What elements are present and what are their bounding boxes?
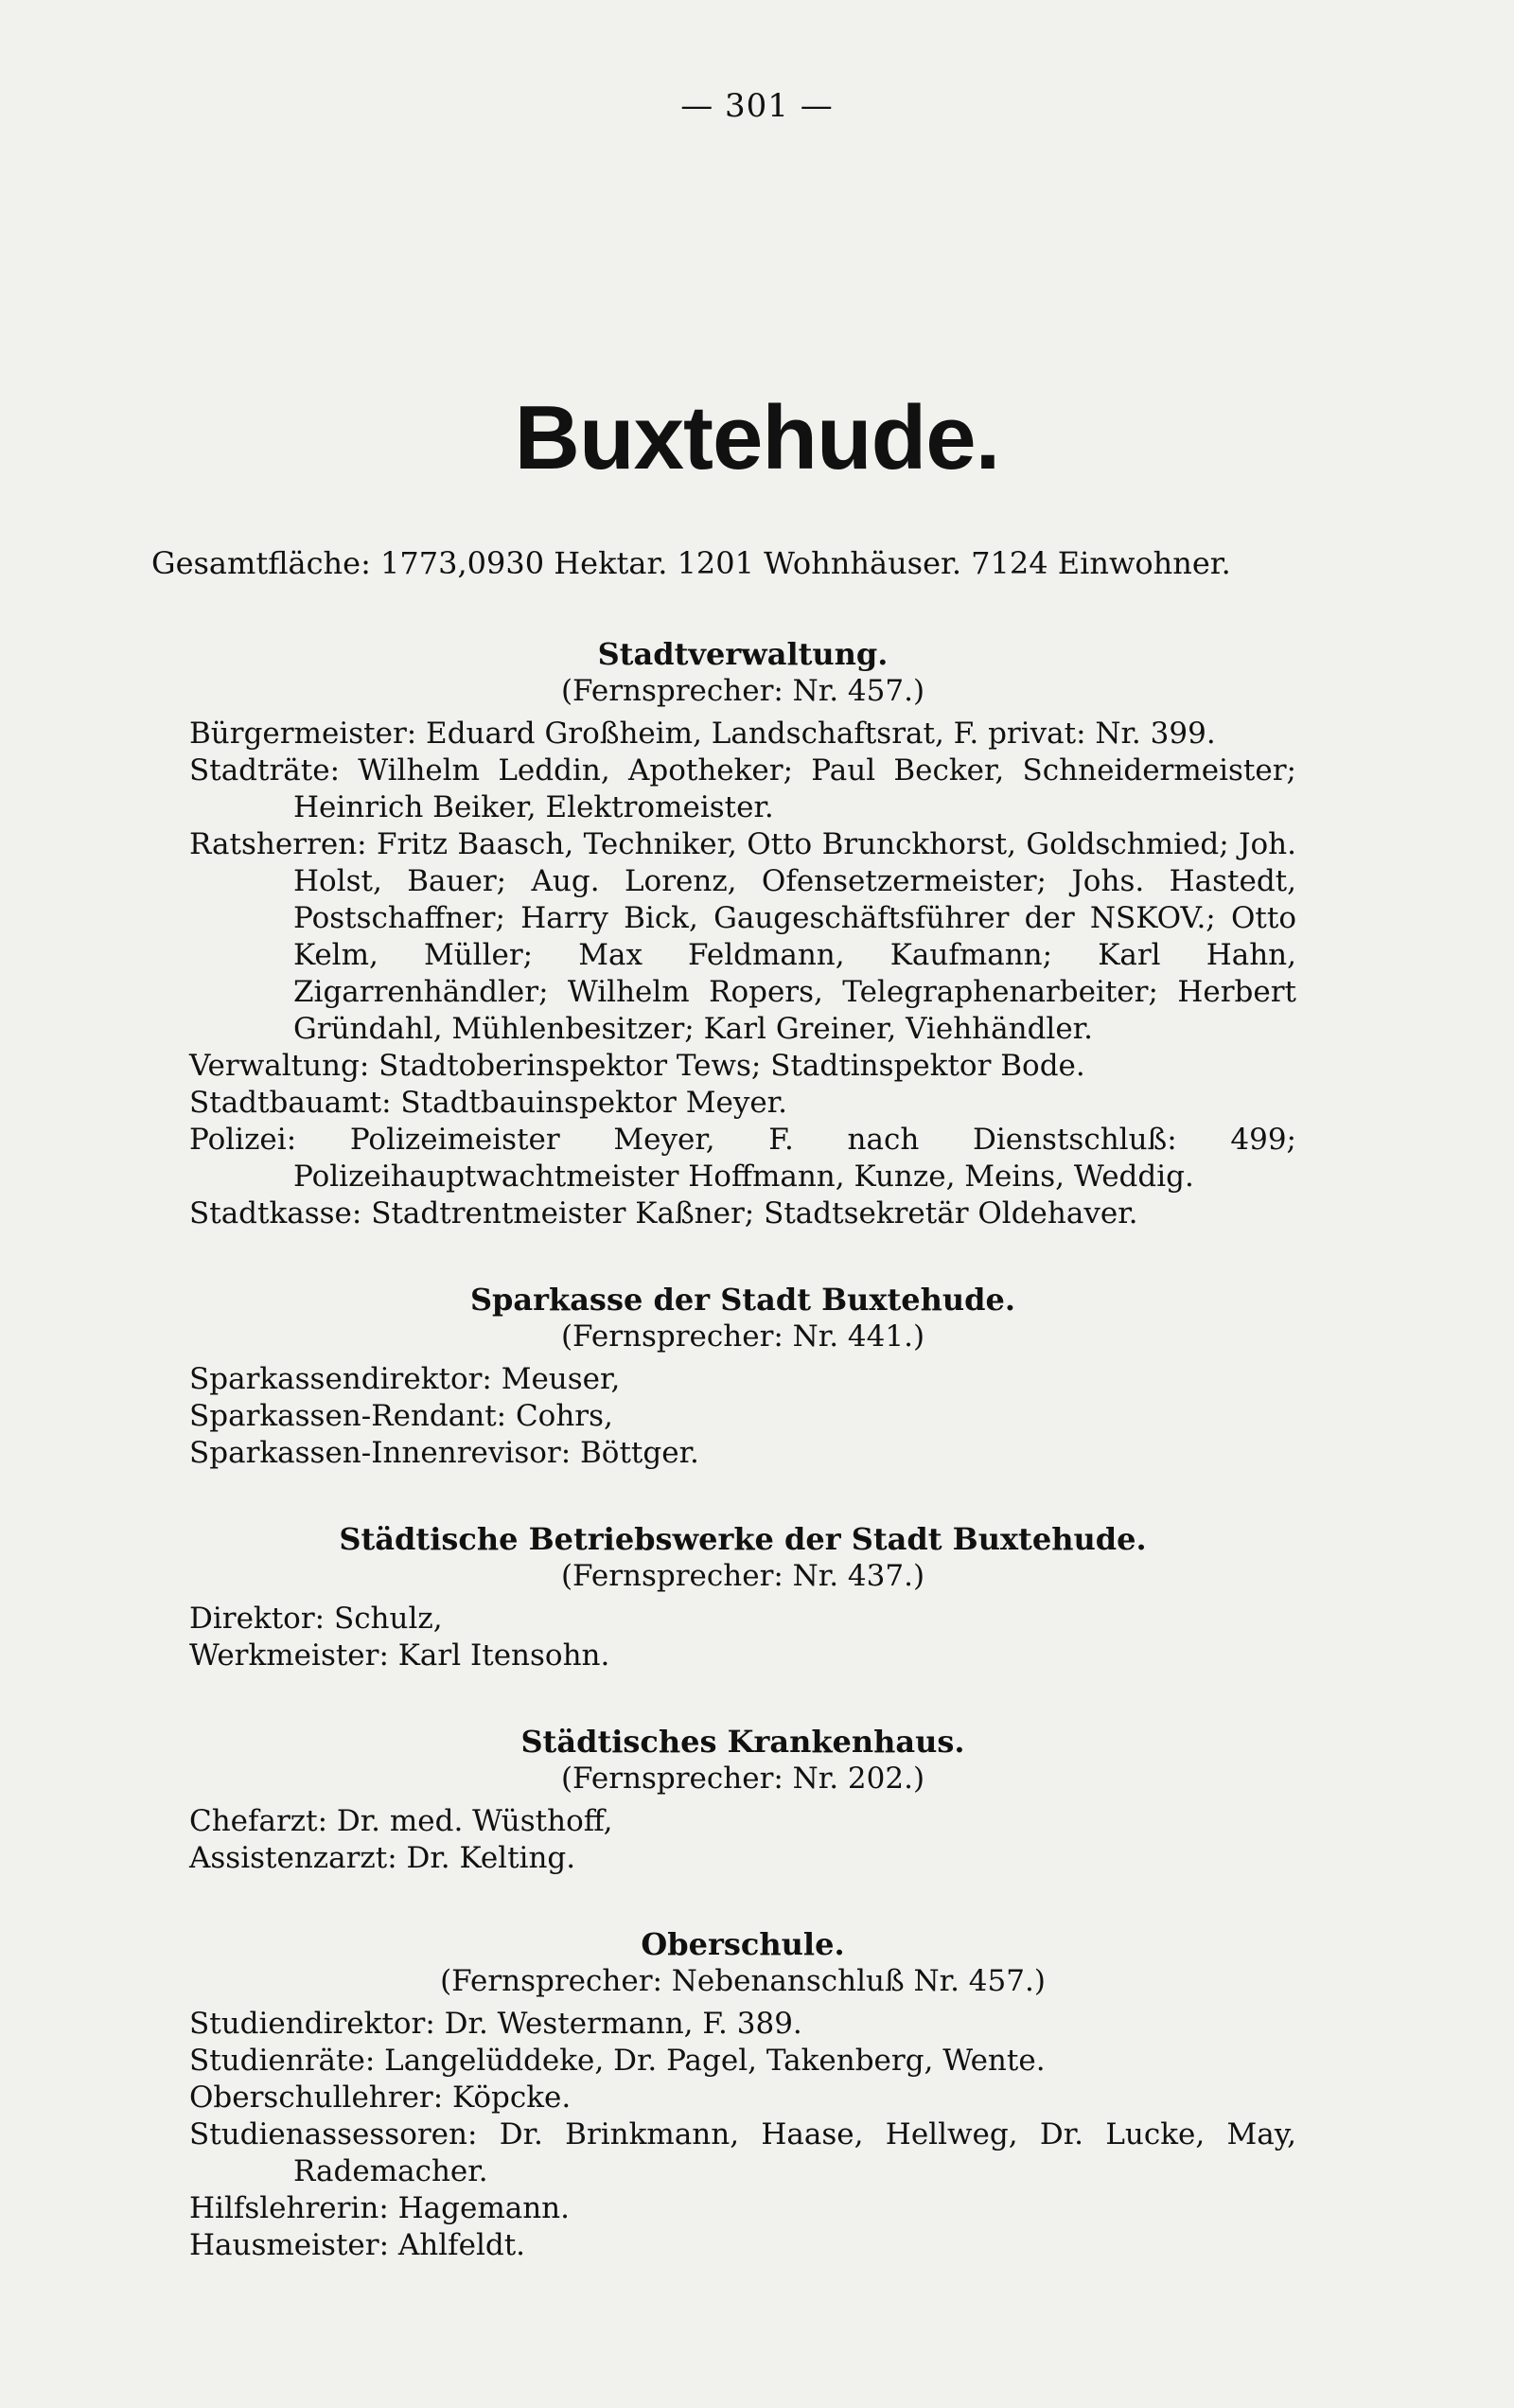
section-gap [189, 1472, 1296, 1521]
section-gap [189, 1877, 1296, 1926]
directory-entry: Sparkassen-Rendant: Cohrs, [189, 1399, 613, 1433]
section-heading: Städtische Betriebswerke der Stadt Buxtehude. [339, 1521, 1147, 1557]
section-phone: (Fernsprecher: Nr. 202.) [560, 1762, 925, 1796]
section [189, 1724, 1296, 1877]
directory-entry: Assistenzarzt: Dr. Kelting. [189, 1841, 576, 1875]
page-number: — 301 — [680, 87, 834, 125]
directory-entry: Chefarzt: Dr. med. Wüsthoff, [189, 1804, 613, 1838]
section-heading: Stadtverwaltung. [597, 636, 889, 672]
directory-entry: Stadträte: Wilhelm Leddin, Apotheker; Paul Becker, Schneidermeister; Heinrich Beiker, Elektromeister. [189, 753, 1296, 824]
directory-entry: Studiendirektor: Dr. Westermann, F. 389. [189, 2007, 802, 2041]
directory-entry: Oberschullehrer: Köpcke. [189, 2080, 572, 2115]
section-phone: (Fernsprecher: Nr. 457.) [560, 674, 925, 708]
directory-entry: Werkmeister: Karl Itensohn. [189, 1638, 610, 1673]
directory-entry: Stadtkasse: Stadtrentmeister Kaßner; Stadtsekretär Oldehaver. [189, 1196, 1138, 1231]
directory-entry: Studienräte: Langelüddeke, Dr. Pagel, Takenberg, Wente. [189, 2044, 1046, 2078]
section-heading: Sparkasse der Stadt Buxtehude. [469, 1282, 1016, 1318]
section [189, 636, 1296, 1232]
directory-entry: Sparkassen-Innenrevisor: Böttger. [189, 1436, 699, 1470]
page-title: Buxtehude. [514, 387, 1000, 488]
directory-entry: Stadtbauamt: Stadtbauinspektor Meyer. [189, 1086, 787, 1120]
section-gap [189, 1232, 1296, 1282]
section-gap [189, 1674, 1296, 1724]
directory-entry: Hilfslehrerin: Hagemann. [189, 2191, 571, 2225]
directory-entry: Sparkassendirektor: Meuser, [189, 1362, 621, 1396]
directory-entry: Direktor: Schulz, [189, 1602, 443, 1636]
section [189, 1926, 1296, 2264]
section [189, 1521, 1296, 1674]
directory-entry: Ratsherren: Fritz Baasch, Techniker, Otto Brunckhorst, Goldschmied; Joh. Holst, Bauer; Aug. Lorenz, Ofensetzermeister; Johs. Hastedt, Postschaffner; Harry Bick, Gaugeschäftsführer der NSKOV.; Otto Kelm, Müller; Max Feldmann, Kaufmann; Karl Hahn, Zigarrenhändler; Wilhelm Ropers, Telegraphenarbeiter; Herbert Gründahl, Mühlenbesitzer; Karl Greiner, Viehhändler. [189, 827, 1296, 1046]
directory-entry: Hausmeister: Ahlfeldt. [189, 2228, 526, 2262]
directory-entry: Studienassessoren: Dr. Brinkmann, Haase, Hellweg, Dr. Lucke, May, Rademacher. [189, 2117, 1296, 2188]
section-heading: Städtisches Krankenhaus. [520, 1724, 965, 1760]
section-phone: (Fernsprecher: Nebenanschluß Nr. 457.) [440, 1964, 1046, 1998]
directory-content [189, 636, 1296, 2264]
section-phone: (Fernsprecher: Nr. 437.) [560, 1559, 925, 1593]
town-summary: Gesamtfläche: 1773,0930 Hektar. 1201 Wohnhäuser. 7124 Einwohner. [151, 545, 1231, 581]
section-phone: (Fernsprecher: Nr. 441.) [560, 1319, 925, 1354]
directory-entry: Polizei: Polizeimeister Meyer, F. nach Dienstschluß: 499; Polizeihauptwachtmeister Hoffmann, Kunze, Meins, Weddig. [189, 1123, 1296, 1194]
directory-entry: Bürgermeister: Eduard Großheim, Landschaftsrat, F. privat: Nr. 399. [189, 717, 1216, 751]
directory-entry: Verwaltung: Stadtoberinspektor Tews; Stadtinspektor Bode. [189, 1049, 1085, 1083]
section-heading: Oberschule. [641, 1926, 845, 1962]
section [189, 1282, 1296, 1472]
